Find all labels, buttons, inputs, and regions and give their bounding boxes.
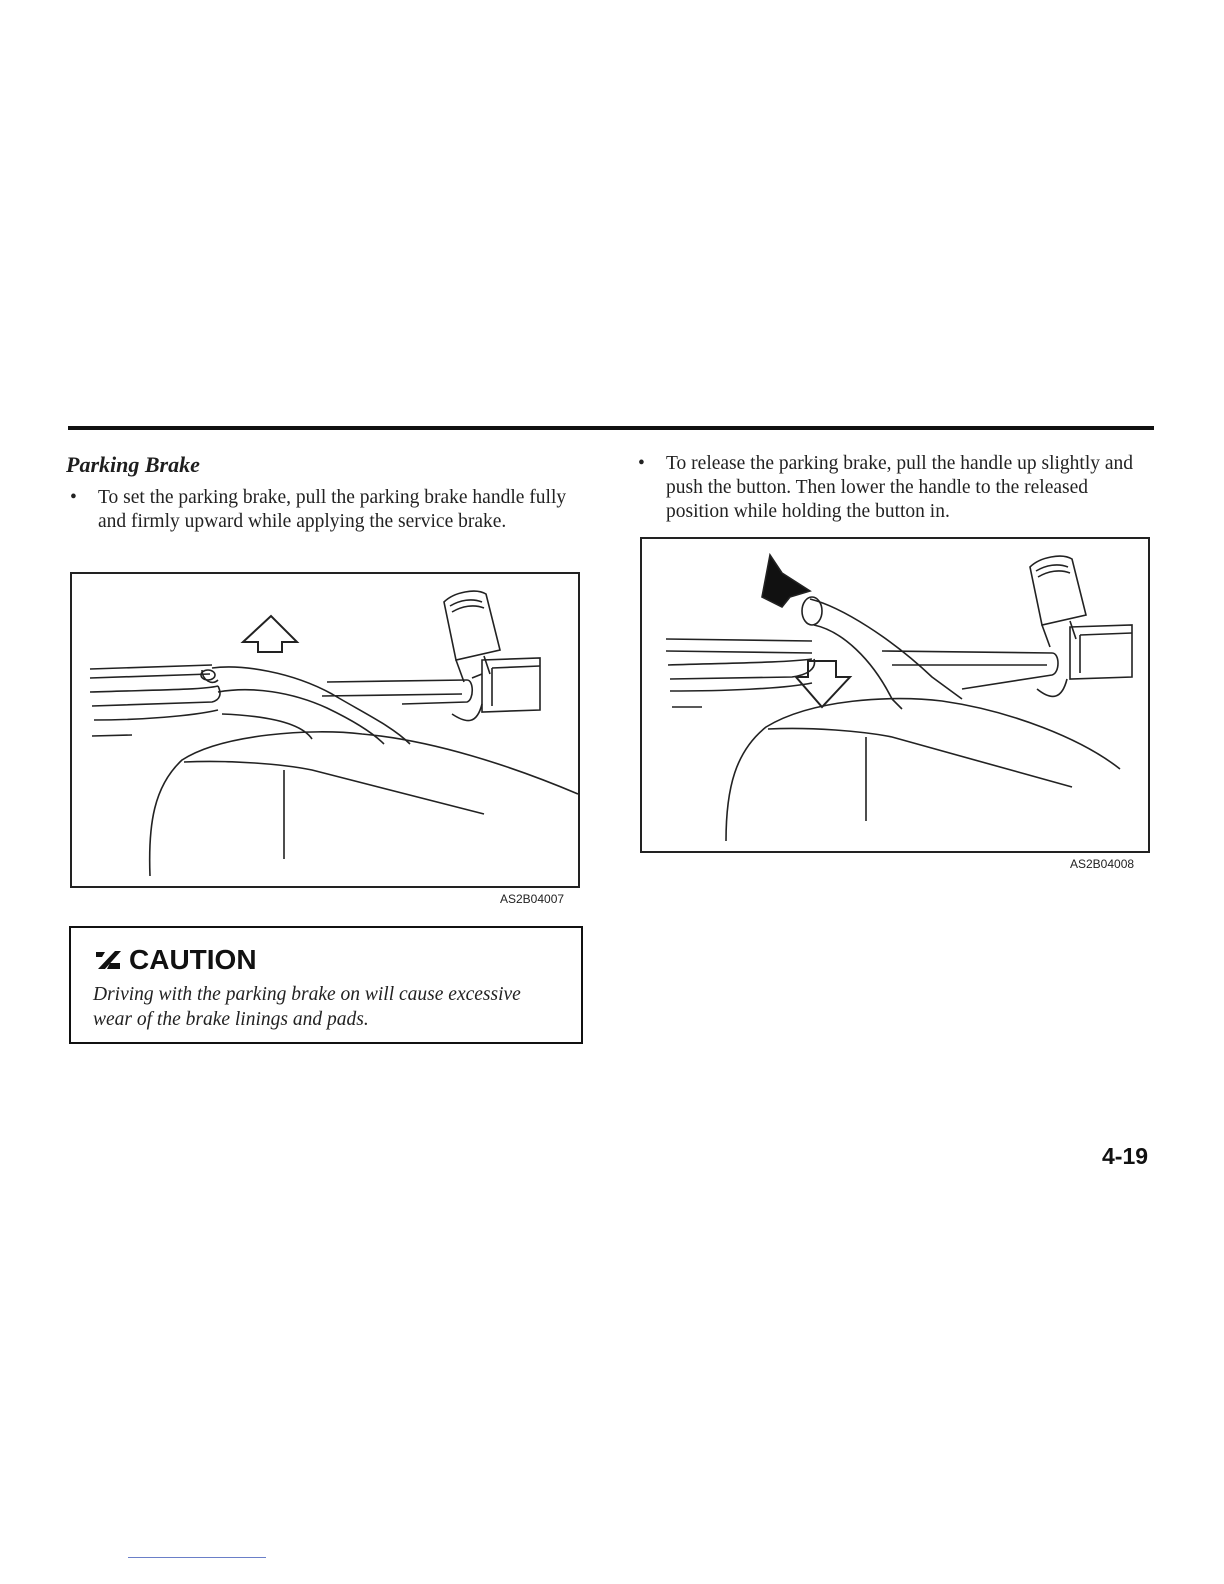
caution-text: Driving with the parking brake on will cause excessive wear of the brake linings and pads.	[93, 984, 521, 1030]
list-item-release-brake	[638, 452, 1153, 524]
section-title: Parking Brake	[66, 452, 200, 477]
bottom-divider	[128, 1557, 266, 1558]
instruction-text: To release the parking brake, pull the handle up slightly and push the button. Then lower the handle to the released position while holding the button in.	[666, 453, 1134, 522]
bullet-dot: •	[70, 487, 77, 508]
figure-release-parking-brake	[640, 537, 1150, 853]
page-number: 4-19	[1102, 1143, 1149, 1169]
caution-heading	[93, 944, 257, 976]
list-item-set-brake	[70, 486, 570, 534]
instruction-text: To set the parking brake, pull the parking brake handle fully and firmly upward while applying the service brake.	[98, 487, 567, 532]
section-rule	[68, 426, 1154, 430]
caution-box	[69, 926, 583, 1044]
figure-code: AS2B04007	[500, 892, 565, 906]
caution-title: CAUTION	[129, 944, 257, 975]
figure-set-parking-brake	[70, 572, 580, 888]
bullet-dot: •	[638, 453, 645, 474]
figure-code: AS2B04008	[1070, 857, 1135, 871]
warning-slash-icon	[93, 949, 123, 971]
